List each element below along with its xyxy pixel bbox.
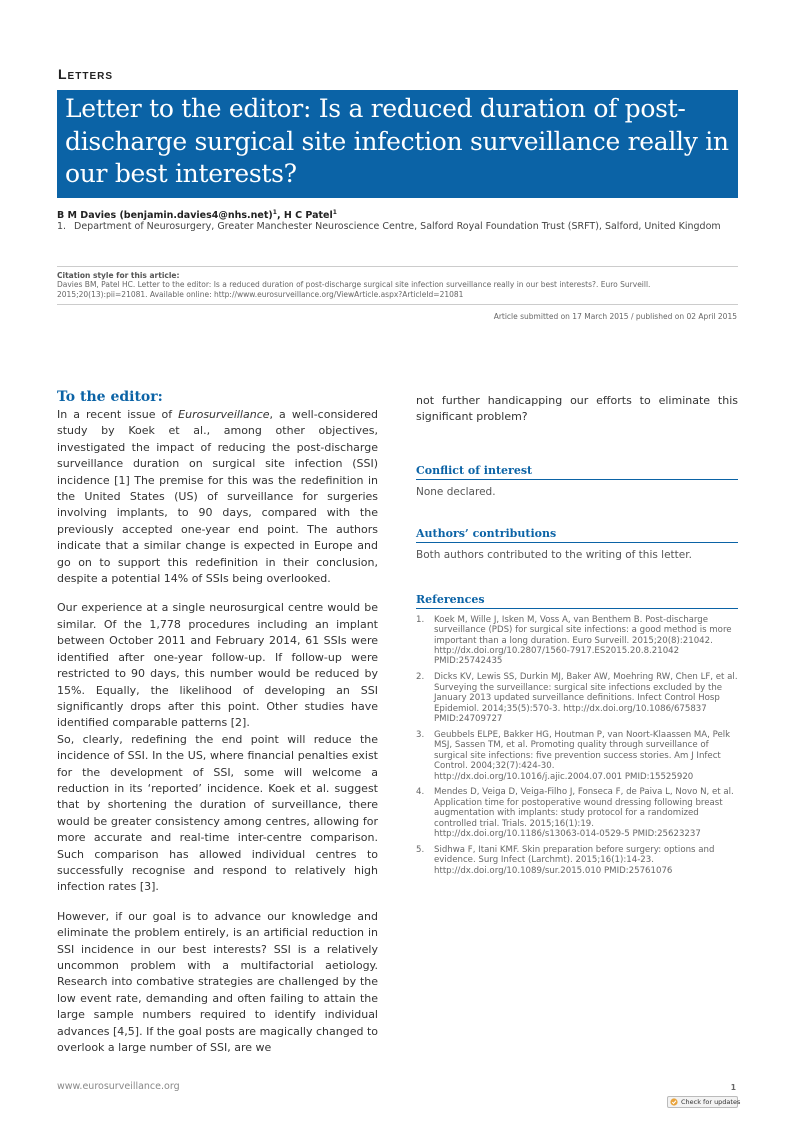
- column-left: [57, 388, 378, 1056]
- paragraph-1-start: In a recent issue of: [57, 408, 179, 421]
- reference-number: 5.: [416, 844, 425, 855]
- reference-text[interactable]: Sidhwa F, Itani KMF. Skin preparation before surgery: options and evidence. Surg Infect (Larchmt). 2015;16(1):14-23. http://dx.doi.org/10.1089/sur.2015.010 PMID:25761076: [434, 844, 715, 876]
- conflict-section: [416, 464, 738, 499]
- citation-label: Citation style for this article:: [57, 271, 180, 280]
- author-line: [57, 209, 337, 221]
- check-for-updates-button[interactable]: [667, 1096, 741, 1108]
- letter-body: [57, 407, 378, 1056]
- references-section: [416, 593, 738, 876]
- affiliation: [57, 221, 747, 233]
- check-for-updates-label: Check for updates: [681, 1098, 741, 1106]
- section-label: Letters: [58, 66, 113, 82]
- divider-top: [57, 266, 738, 267]
- journal-name: Eurosurveillance: [178, 408, 270, 421]
- author-separator: ,: [276, 210, 284, 222]
- letter-heading: To the editor:: [57, 389, 163, 405]
- column-right: [416, 393, 738, 882]
- author-1-affiliation-mark: 1: [272, 209, 277, 216]
- check-icon: [670, 1098, 678, 1106]
- submission-dates: Article submitted on 17 March 2015 / published on 02 April 2015: [493, 312, 737, 321]
- contributions-text: Both authors contributed to the writing of this letter.: [416, 548, 692, 561]
- reference-text[interactable]: Geubbels ELPE, Bakker HG, Houtman P, van Noort-Klaassen MA, Pelk MSJ, Sassen TM, et al. Promoting quality through surveillance of surgical site infections: five prevention success stories. Am J Infect Control. 2004;32(7):424-30. http://dx.doi.org/10.1016/j.ajic.2004.07.001 PMID:15525920: [434, 729, 731, 782]
- affiliation-text: Department of Neurosurgery, Greater Manchester Neuroscience Centre, Salford Royal Foundation Trust (SRFT), Salford, United Kingdom: [74, 221, 721, 232]
- author-2-affiliation-mark: 1: [332, 209, 337, 216]
- contributions-section: [416, 527, 738, 562]
- title-banner: [57, 90, 738, 198]
- paragraph-1-rest: , a well-considered study by Koek et al., among other objectives, investigated the impact of reducing the post-discharge surveillance duration on surgical site infection (SSI) incidence [1] The premise for this was the redefinition in the United States (US) of surveillance for surgeries involving implants, to 90 days, compared with the previously accepted one-year end point. The authors indicate that a similar change is expected in Europe and go on to support this redefinition in their conclusion, despite a potential 14% of SSIs being overlooked.: [57, 408, 378, 586]
- reference-item: [416, 615, 738, 667]
- reference-item: [416, 845, 738, 876]
- reference-item: [416, 787, 738, 839]
- author-2: H C Patel: [283, 210, 333, 222]
- divider-bottom: [57, 304, 738, 305]
- conflict-heading: Conflict of interest: [416, 464, 738, 480]
- paragraph-3: So, clearly, redefining the end point will reduce the incidence of SSI. In the US, where financial penalties exist for the development of SSI, some will welcome a reduction in its ‘reported’ incidence. Koek et al. suggest that by shortening the duration of surveillance, there would be greater consistency among centres, allowing for more accurate and real-time inter-centre comparison. Such comparison has allowed individual centres to successfully recognise and respond to relatively high infection rates [3].: [57, 732, 378, 894]
- conflict-text: None declared.: [416, 485, 496, 498]
- page-number: 1: [730, 1083, 736, 1092]
- reference-list: [416, 615, 738, 876]
- paragraph-1: [57, 407, 378, 587]
- reference-number: 3.: [416, 729, 425, 740]
- reference-item: [416, 730, 738, 782]
- reference-item: [416, 672, 738, 724]
- reference-number: 2.: [416, 672, 425, 683]
- paragraph-2: Our experience at a single neurosurgical centre would be similar. Of the 1,778 procedures including an implant between October 2011 and February 2014, 61 SSIs were identified after one-year follow-up. If follow-up were restricted to 90 days, this number would be reduced by 15%. Equally, the likelihood of developing an SSI significantly drops after this point. Other studies have identified comparable patterns [2].: [57, 601, 378, 730]
- article-title: Letter to the editor: Is a reduced duration of post-discharge surgical site infection surveillance really in our best interests?: [65, 94, 729, 188]
- paragraph-4-continued: not further handicapping our efforts to eliminate this significant problem?: [416, 394, 738, 424]
- reference-text[interactable]: Mendes D, Veiga D, Veiga-Filho J, Fonseca F, de Paiva L, Novo N, et al. Application time for postoperative wound dressing following breast augmentation with implants: study protocol for a randomized controlled trial. Trials. 2015;16(1):19. http://dx.doi.org/10.1186/s13063-014-0529-5 PMID:25623237: [434, 787, 734, 840]
- footer-url[interactable]: www.eurosurveillance.org: [57, 1081, 180, 1092]
- reference-number: 4.: [416, 787, 425, 798]
- author-1[interactable]: B M Davies (benjamin.davies4@nhs.net): [57, 210, 273, 222]
- citation-text: Davies BM, Patel HC. Letter to the editor: Is a reduced duration of post-discharge surgical site infection surveillance really in our best interests?. Euro Surveill. 2015;20(13):pii=21081. Available online: http://www.eurosurveillance.org/ViewArticle.aspx?ArticleId=21081: [57, 280, 651, 299]
- affiliation-number: 1.: [57, 221, 67, 232]
- reference-number: 1.: [416, 614, 425, 625]
- reference-text[interactable]: Dicks KV, Lewis SS, Durkin MJ, Baker AW, Moehring RW, Chen LF, et al. Surveying the surveillance: surgical site infections excluded by the January 2013 updated surveillance definitions. Infect Control Hosp Epidemiol. 2014;35(5):570-3. http://dx.doi.org/10.1086/675837 PMID:24709727: [434, 672, 738, 724]
- references-heading: References: [416, 593, 738, 609]
- contributions-heading: Authors’ contributions: [416, 527, 738, 543]
- reference-text[interactable]: Koek M, Wille J, Isken M, Voss A, van Benthem B. Post-discharge surveillance (PDS) for surgical site infections: a good method is more important than a long duration. Euro Surveill. 2015;20(8):21042. http://dx.doi.org/10.2807/1560-7917.ES2015.20.8.21042 PMID:25742435: [434, 614, 732, 667]
- paragraph-4: However, if our goal is to advance our knowledge and eliminate the problem entirely, is an artificial reduction in SSI incidence in our best interests? SSI is a relatively uncommon problem with a multifactorial aetiology. Research into combative strategies are challenged by the low event rate, demanding and often failing to attain the large sample numbers required to identify individual advances [4,5]. If the goal posts are magically changed to overlook a large number of SSI, are we: [57, 909, 378, 1055]
